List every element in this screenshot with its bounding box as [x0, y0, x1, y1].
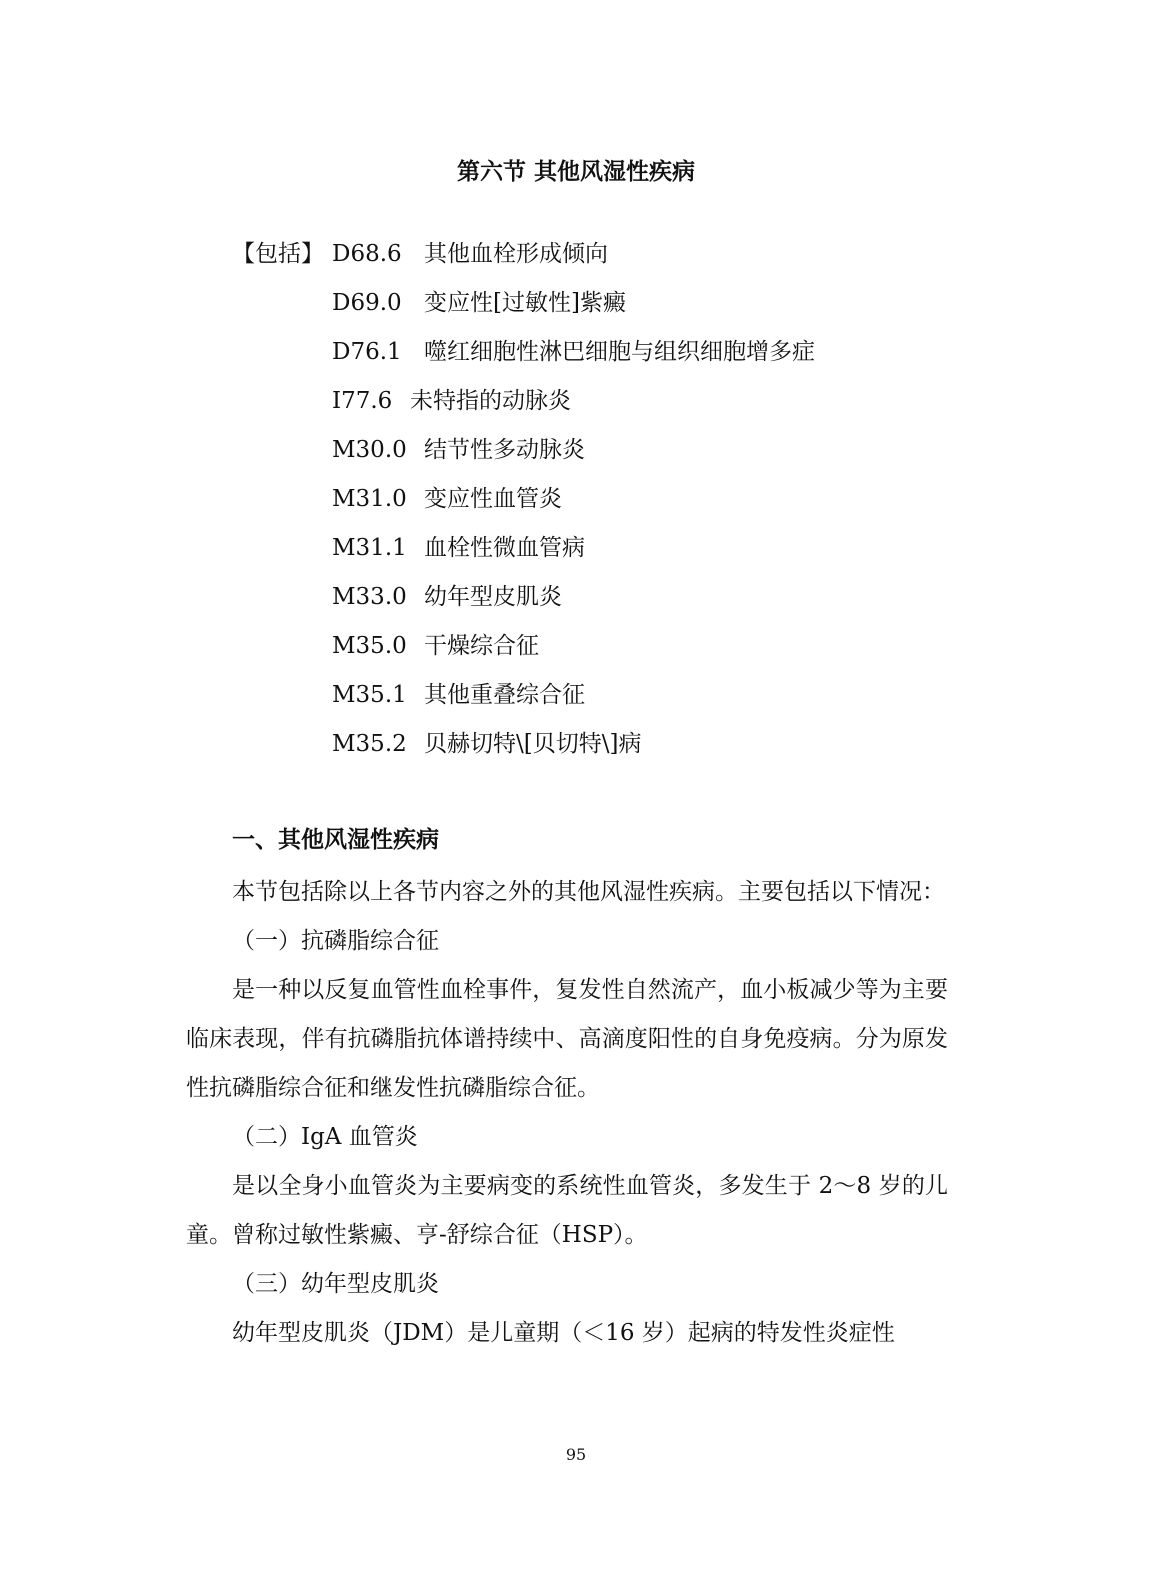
page-number: 95	[565, 1445, 587, 1464]
code: M31.0	[332, 486, 407, 512]
code-desc: 未特指的动脉炎	[410, 388, 571, 414]
intro-paragraph: 本节包括除以上各节内容之外的其他风湿性疾病。主要包括以下情况：	[232, 879, 945, 905]
code: I77.6	[332, 388, 393, 414]
paragraph-iga-vasculitis: 是以全身小血管炎为主要病变的系统性血管炎，多发生于 2～8 岁的儿童。曾称过敏性紫癜、亨-舒综合征（HSP）。	[186, 1173, 948, 1248]
section-title: 第六节 其他风湿性疾病	[456, 159, 695, 185]
code-desc: 结节性多动脉炎	[424, 437, 585, 463]
code-desc: 其他重叠综合征	[424, 682, 585, 708]
code: M35.1	[332, 682, 407, 708]
code: M30.0	[332, 437, 407, 463]
code-desc: 其他血栓形成倾向	[424, 241, 608, 267]
code-desc: 变应性血管炎	[424, 486, 562, 512]
code-desc: 干燥综合征	[424, 633, 539, 659]
section-body	[186, 868, 948, 1358]
code: D69.0	[332, 290, 402, 316]
code: D68.6	[332, 241, 402, 267]
subheading-iga-vasculitis: （二）IgA 血管炎	[232, 1124, 418, 1150]
includes-label: 【包括】	[232, 241, 324, 267]
code: M33.0	[332, 584, 407, 610]
code-desc: 变应性[过敏性]紫癜	[424, 290, 626, 316]
code: M31.1	[332, 535, 407, 561]
code-desc: 贝赫切特\[贝切特\]病	[424, 731, 642, 757]
code: M35.0	[332, 633, 407, 659]
code: D76.1	[332, 339, 402, 365]
subheading-antiphospholipid: （一）抗磷脂综合征	[232, 928, 439, 954]
paragraph-antiphospholipid: 是一种以反复血管性血栓事件，复发性自然流产，血小板减少等为主要临床表现，伴有抗磷脂抗体谱持续中、高滴度阳性的自身免疫病。分为原发性抗磷脂综合征和继发性抗磷脂综合征。	[186, 977, 948, 1101]
section-heading: 一、其他风湿性疾病	[232, 827, 439, 853]
code: M35.2	[332, 731, 407, 757]
paragraph-juvenile-dermatomyositis: 幼年型皮肌炎（JDM）是儿童期（＜16 岁）起病的特发性炎症性	[232, 1320, 895, 1346]
code-desc: 幼年型皮肌炎	[424, 584, 562, 610]
subheading-juvenile-dermatomyositis: （三）幼年型皮肌炎	[232, 1271, 439, 1297]
code-desc: 噬红细胞性淋巴细胞与组织细胞增多症	[424, 339, 815, 365]
code-desc: 血栓性微血管病	[424, 535, 585, 561]
